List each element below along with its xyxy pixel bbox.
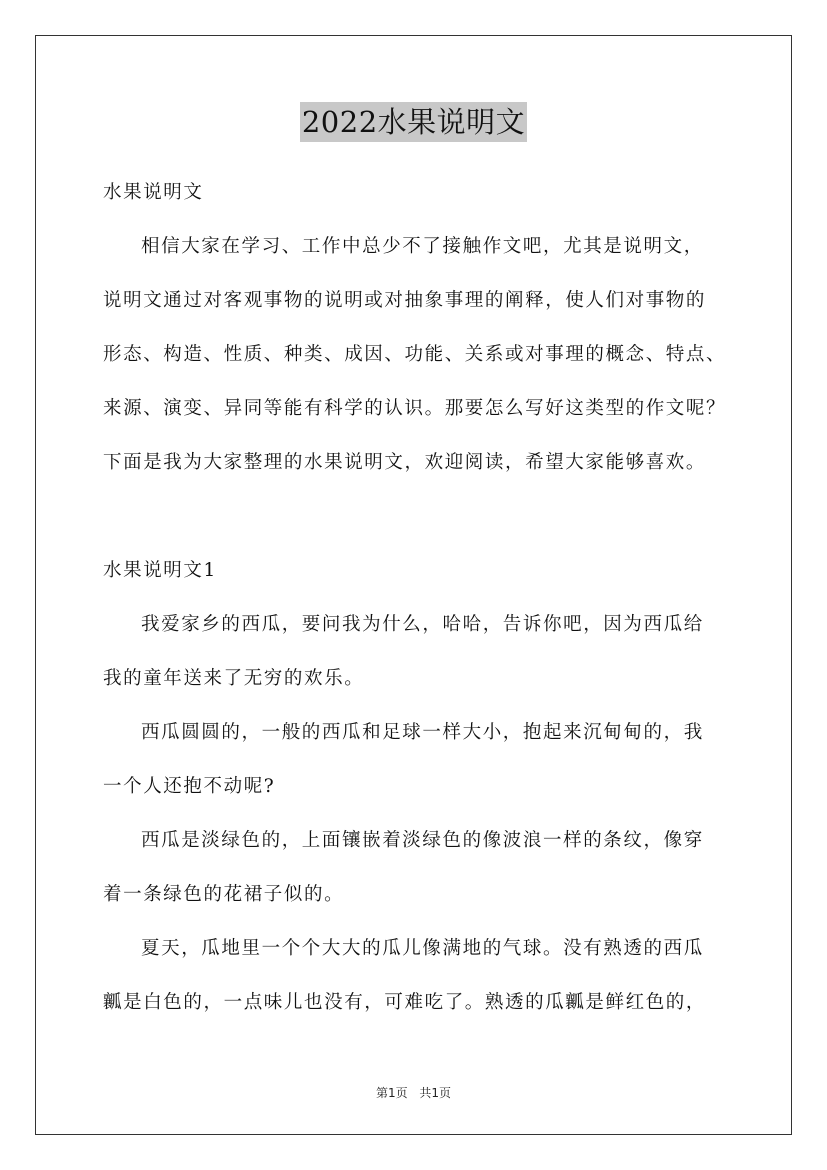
text-line: 形态、构造、性质、种类、成因、功能、关系或对事理的概念、特点、 xyxy=(103,344,727,365)
text-line: 瓤是白色的，一点味儿也没有，可难吃了。熟透的瓜瓤是鲜红色的， xyxy=(103,992,707,1013)
text-line: 相信大家在学习、工作中总少不了接触作文吧，尤其是说明文， xyxy=(141,236,704,257)
text-line: 西瓜圆圆的，一般的西瓜和足球一样大小，抱起来沉甸甸的，我 xyxy=(141,722,704,743)
text-line: 西瓜是淡绿色的，上面镶嵌着淡绿色的像波浪一样的条纹，像穿 xyxy=(141,830,704,851)
blank-line xyxy=(103,490,743,544)
text-line: 一个人还抱不动呢? xyxy=(103,776,276,797)
text-line: 下面是我为大家整理的水果说明文，欢迎阅读，希望大家能够喜欢。 xyxy=(103,452,707,473)
document-body xyxy=(103,166,743,1030)
text-line: 水果说明文 xyxy=(103,182,204,203)
page-number: 第1页 xyxy=(375,1086,408,1100)
page-footer xyxy=(0,1084,827,1101)
text-line: 我的童年送来了无穷的欢乐。 xyxy=(103,668,365,689)
text-line: 来源、演变、异同等能有科学的认识。那要怎么写好这类型的作文呢？ xyxy=(103,398,727,419)
text-line: 我爱家乡的西瓜，要问我为什么，哈哈，告诉你吧，因为西瓜给 xyxy=(141,614,704,635)
text-line: 着一条绿色的花裙子似的。 xyxy=(103,884,345,905)
document-title: 2022水果说明文 xyxy=(300,102,527,142)
text-line: 水果说明文1 xyxy=(103,560,217,581)
text-line: 说明文通过对客观事物的说明或对抽象事理的阐释，使人们对事物的 xyxy=(103,290,707,311)
page-total: 共1页 xyxy=(419,1086,452,1100)
title-container xyxy=(0,102,827,142)
text-line: 夏天，瓜地里一个个大大的瓜儿像满地的气球。没有熟透的西瓜 xyxy=(141,938,704,959)
